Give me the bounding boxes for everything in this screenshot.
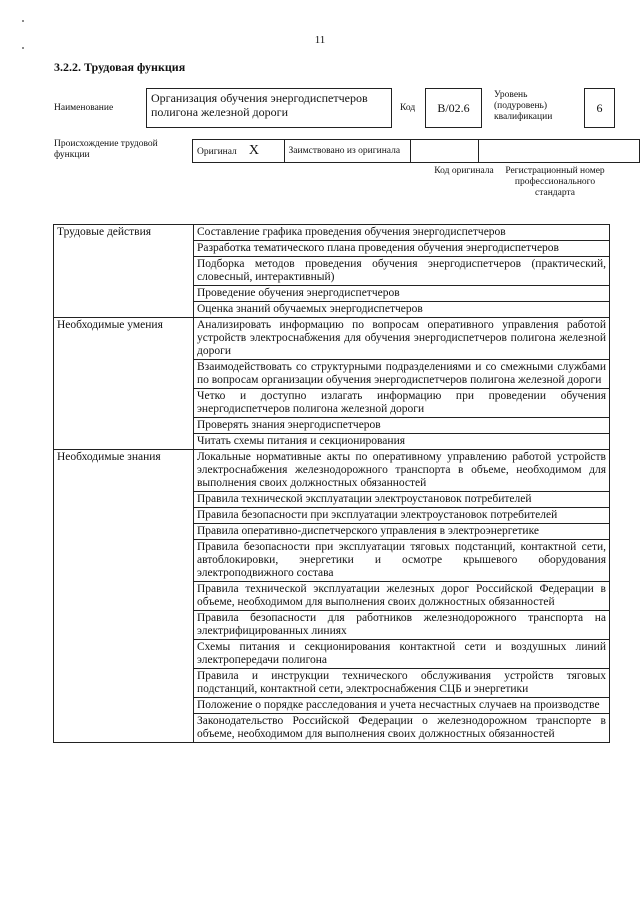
item-cell: Правила технической эксплуатации электроустановок потребителей <box>194 492 610 508</box>
original-mark: X <box>248 142 259 158</box>
category-cell: Необходимые умения <box>54 318 194 450</box>
item-cell: Оценка знаний обучаемых энергодиспетчеров <box>194 302 610 318</box>
item-cell: Законодательство Российской Федерации о железнодорожном транспорте в объеме, необходимом для выполнения своих должностных обязанностей <box>194 714 610 743</box>
page-number: 11 <box>314 34 326 46</box>
item-cell: Схемы питания и секционирования контактной сети и воздушных линий электропередачи полигона <box>194 640 610 669</box>
item-cell: Четко и доступно излагать информацию при проведении обучения энергодиспетчеров полигона железной дороги <box>194 389 610 418</box>
item-cell: Проведение обучения энергодиспетчеров <box>194 286 610 302</box>
item-cell: Правила оперативно-диспетчерского управления в электроэнергетике <box>194 524 610 540</box>
item-cell: Анализировать информацию по вопросам оперативного управления работой устройств электроснабжения для обучения энергодиспетчеров полигона железной дороги <box>194 318 610 360</box>
item-cell: Правила технической эксплуатации железных дорог Российской Федерации в объеме, необходимом для выполнения своих должностных обязанностей <box>194 582 610 611</box>
origin-label: Происхождение трудовой функции <box>54 139 158 160</box>
item-cell: Правила и инструкции технического обслуживания устройств тяговых подстанций, контактной сети, электроснабжения СЦБ и энергетики <box>194 669 610 698</box>
reg-number-cell <box>479 140 640 163</box>
code-original-cell <box>411 140 479 163</box>
function-table <box>53 224 610 743</box>
origin-table <box>192 139 640 163</box>
item-cell: Правила безопасности при эксплуатации тяговых подстанций, контактной сети, автоблокировки, энергетики и осмотре крышевого оборудования электроподвижного состава <box>194 540 610 582</box>
table-row <box>54 318 610 360</box>
qualification-level-box: 6 <box>584 88 615 128</box>
original-cell <box>193 140 285 163</box>
function-code-box: В/02.6 <box>425 88 482 128</box>
item-cell: Подборка методов проведения обучения энергодиспетчеров (практический, словесный, интерактивный) <box>194 257 610 286</box>
item-cell: Правила безопасности для работников железнодорожного транспорта на электрифицированных линиях <box>194 611 610 640</box>
item-cell: Правила безопасности при эксплуатации электроустановок потребителей <box>194 508 610 524</box>
code-original-caption: Код оригинала <box>434 166 494 176</box>
table-row <box>54 450 610 492</box>
table-row <box>54 225 610 241</box>
scan-speck <box>22 20 24 22</box>
item-cell: Проверять знания энергодиспетчеров <box>194 418 610 434</box>
category-cell: Трудовые действия <box>54 225 194 318</box>
borrowed-label: Заимствовано из оригинала <box>288 146 401 156</box>
function-name-box: Организация обучения энергодиспетчеров полигона железной дороги <box>146 88 392 128</box>
item-cell: Читать схемы питания и секционирования <box>194 434 610 450</box>
scan-speck <box>22 47 24 49</box>
name-label: Наименование <box>54 103 114 113</box>
item-cell: Взаимодействовать со структурными подразделениями и со смежными службами по вопросам организации обучения энергодиспетчеров полигона железной дороги <box>194 360 610 389</box>
reg-number-caption: Регистрационный номер профессионального стандарта <box>505 166 605 198</box>
item-cell: Составление графика проведения обучения энергодиспетчеров <box>194 225 610 241</box>
code-label: Код <box>400 103 416 113</box>
item-cell: Локальные нормативные акты по оперативному управлению работой устройств электроснабжения железнодорожного транспорта в объеме, необходимом для выполнения своих должностных обязанностей <box>194 450 610 492</box>
item-cell: Положение о порядке расследования и учета несчастных случаев на производстве <box>194 698 610 714</box>
item-cell: Разработка тематического плана проведения обучения энергодиспетчеров <box>194 241 610 257</box>
original-label: Оригинал <box>197 146 237 157</box>
category-cell: Необходимые знания <box>54 450 194 743</box>
section-title: 3.2.2. Трудовая функция <box>54 60 186 74</box>
level-label: Уровень (подуровень) квалификации <box>494 90 553 122</box>
borrowed-cell <box>284 140 411 163</box>
